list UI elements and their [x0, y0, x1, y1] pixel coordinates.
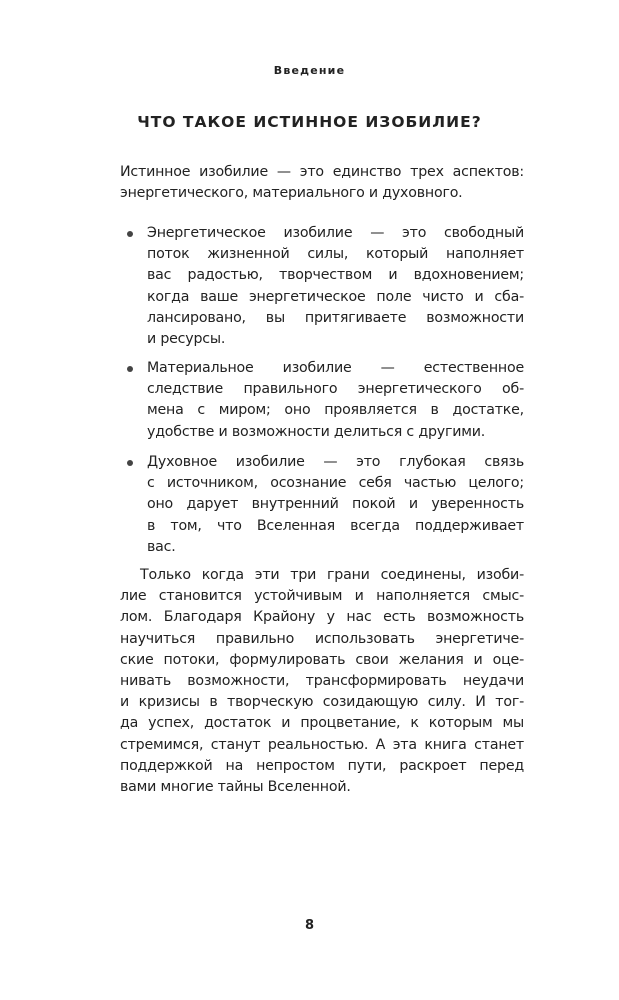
bullet-line: когда ваше энергетическое поле чисто и сба-	[147, 288, 524, 305]
bullet-line: Духовное изобилие — это глубокая связь	[147, 454, 524, 470]
bullet-icon	[127, 366, 133, 372]
bullet-item-material	[147, 358, 524, 443]
closing-line: стремимся, станут реальностью. А эта книга станет	[120, 736, 524, 753]
bullet-icon	[127, 231, 133, 237]
bullet-line: лансировано, вы притягиваете возможности	[147, 309, 524, 326]
bullet-line: с источником, осознание себя частью целого;	[147, 475, 524, 492]
bullet-item-spiritual	[147, 452, 524, 558]
bullet-line: мена с миром; оно проявляется в достатке,	[147, 402, 524, 419]
bullet-line: удобстве и возможности делиться с другими.	[147, 423, 486, 440]
closing-line: научиться правильно использовать энергетиче-	[120, 630, 524, 647]
bullet-item-energetic	[147, 223, 524, 350]
closing-line: ские потоки, формулировать свои желания и оце-	[120, 651, 524, 668]
bullet-line: Материальное изобилие — естественное	[147, 360, 524, 376]
intro-line: Истинное изобилие — это единство трех аспектов:	[120, 164, 524, 180]
bullet-line: вас радостью, творчеством и вдохновением;	[147, 267, 524, 284]
bullet-line: вас.	[147, 538, 176, 555]
bullet-line: оно дарует внутренний покой и уверенность	[147, 496, 524, 513]
bullet-line: следствие правильного энергетического об-	[147, 381, 524, 398]
closing-paragraph	[120, 565, 524, 798]
closing-line: поддержкой на непростом пути, раскроет перед	[120, 757, 524, 774]
bullet-line: поток жизненной силы, который наполняет	[147, 246, 524, 263]
closing-line: вами многие тайны Вселенной.	[120, 779, 351, 796]
closing-line: лие становится устойчивым и наполняется смыс-	[120, 588, 524, 605]
intro-line: энергетического, материального и духовного.	[120, 185, 463, 202]
bullet-line: Энергетическое изобилие — это свободный	[147, 225, 524, 241]
closing-line: и кризисы в творческую созидающую силу. И тог-	[120, 694, 524, 711]
running-head: Введение	[273, 64, 346, 77]
bullet-line: и ресурсы.	[147, 331, 226, 348]
closing-line: да успех, достаток и процветание, к которым мы	[120, 715, 524, 732]
bullet-line: в том, что Вселенная всегда поддерживает	[147, 517, 524, 534]
chapter-title: ЧТО ТАКОЕ ИСТИННОЕ ИЗОБИЛИЕ?	[137, 113, 482, 131]
intro-paragraph	[120, 162, 524, 204]
closing-line: лом. Благодаря Крайону у нас есть возможность	[120, 609, 524, 626]
page-number: 8	[304, 918, 315, 933]
bullet-icon	[127, 460, 133, 466]
closing-line: Только когда эти три грани соединены, изоби-	[140, 567, 524, 583]
closing-line: нивать возможности, трансформировать неудачи	[120, 673, 524, 690]
